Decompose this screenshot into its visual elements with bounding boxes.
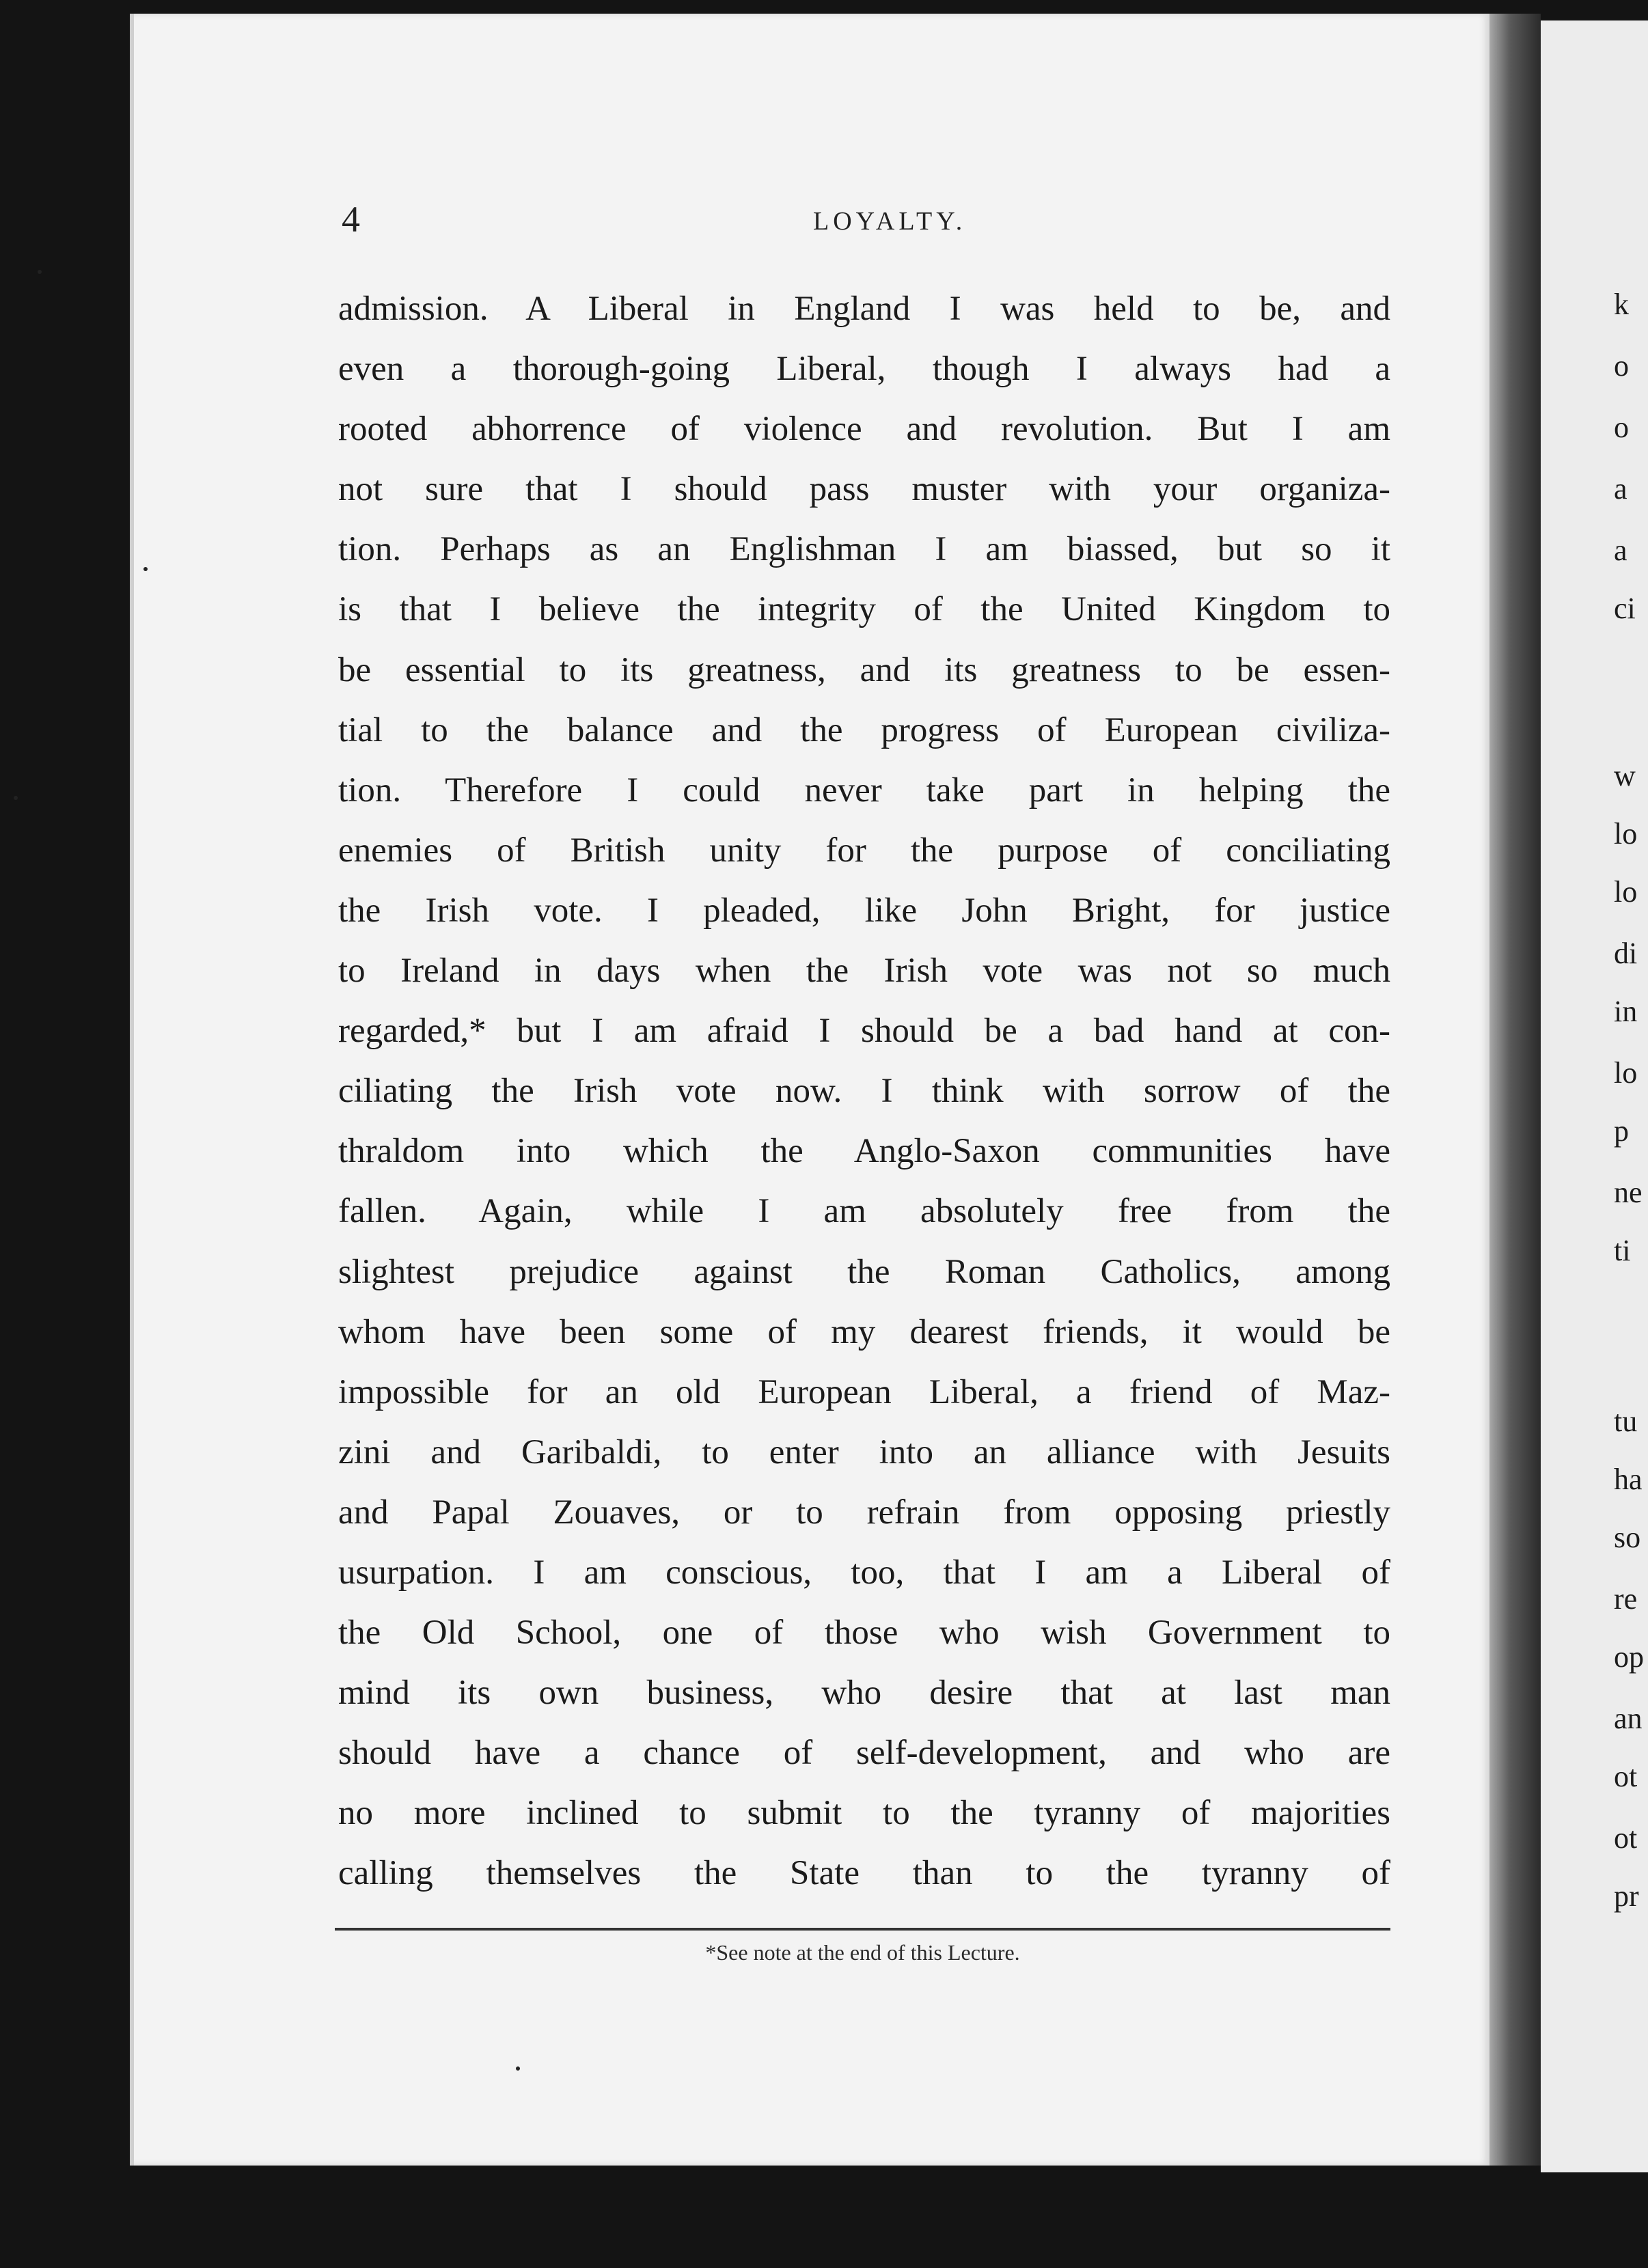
text-line: mind its own business, who desire that at last man bbox=[338, 1674, 1390, 1713]
text-line: enemies of British unity for the purpose of conciliating bbox=[338, 831, 1390, 870]
text-line: tial to the balance and the progress of European civiliza- bbox=[338, 710, 1390, 749]
facing-page-fragment: ha bbox=[1614, 1463, 1643, 1496]
body-text bbox=[338, 279, 1390, 1904]
book-gutter bbox=[1489, 14, 1541, 2166]
text-line: whom have been some of my dearest friends, it would be bbox=[338, 1312, 1390, 1351]
text-line: thraldom into which the Anglo-Saxon communities have bbox=[338, 1132, 1390, 1171]
facing-page-fragment: a bbox=[1614, 472, 1628, 506]
text-line: the Irish vote. I pleaded, like John Bright, for justice bbox=[338, 891, 1390, 930]
facing-page-fragment: pr bbox=[1614, 1879, 1639, 1913]
text-line: should have a chance of self-development, and who are bbox=[338, 1734, 1390, 1773]
text-line: zini and Garibaldi, to enter into an alliance with Jesuits bbox=[338, 1433, 1390, 1471]
text-line: usurpation. I am conscious, too, that I am a Liberal of bbox=[338, 1553, 1390, 1592]
text-line: regarded,* but I am afraid I should be a bad hand at con- bbox=[338, 1012, 1390, 1051]
facing-page-fragment: w bbox=[1614, 759, 1636, 792]
facing-page-fragment: lo bbox=[1614, 1056, 1638, 1090]
text-line: ciliating the Irish vote now. I think with sorrow of the bbox=[338, 1072, 1390, 1111]
facing-page-fragment: an bbox=[1614, 1702, 1643, 1735]
page-number: 4 bbox=[342, 199, 360, 240]
text-line: not sure that I should pass muster with your organiza- bbox=[338, 470, 1390, 509]
facing-page-fragment: ne bbox=[1614, 1176, 1643, 1209]
facing-page-fragment: op bbox=[1614, 1640, 1644, 1674]
facing-page-fragment: in bbox=[1614, 995, 1638, 1028]
facing-page-fragment: ti bbox=[1614, 1234, 1631, 1267]
facing-page-fragment: k bbox=[1614, 288, 1629, 321]
text-line: even a thorough-going Liberal, though I always had a bbox=[338, 350, 1390, 389]
text-line: fallen. Again, while I am absolutely free from the bbox=[338, 1192, 1390, 1231]
speck bbox=[38, 270, 42, 274]
facing-page-fragment: p bbox=[1614, 1114, 1629, 1148]
facing-page-fragment: di bbox=[1614, 937, 1638, 970]
text-line: be essential to its greatness, and its greatness to be essen- bbox=[338, 650, 1390, 689]
facing-page-fragment: ot bbox=[1614, 1760, 1638, 1793]
facing-page-fragment: ot bbox=[1614, 1821, 1638, 1855]
facing-page-fragment: lo bbox=[1614, 817, 1638, 850]
speck bbox=[516, 2066, 520, 2071]
text-line: impossible for an old European Liberal, a friend of Maz- bbox=[338, 1372, 1390, 1411]
facing-page-fragment: o bbox=[1614, 349, 1629, 383]
text-line: to Ireland in days when the Irish vote was not so much bbox=[338, 952, 1390, 991]
facing-page-fragment: a bbox=[1614, 534, 1628, 567]
speck bbox=[143, 567, 148, 571]
footnote-rule bbox=[335, 1928, 1390, 1931]
text-line: tion. Therefore I could never take part in helping the bbox=[338, 771, 1390, 810]
text-line: no more inclined to submit to the tyranny of majorities bbox=[338, 1794, 1390, 1833]
text-line: is that I believe the integrity of the United Kingdom to bbox=[338, 590, 1390, 629]
facing-page-fragment: re bbox=[1614, 1582, 1638, 1616]
text-line: and Papal Zouaves, or to refrain from opposing priestly bbox=[338, 1493, 1390, 1532]
text-line: rooted abhorrence of violence and revolution. But I am bbox=[338, 410, 1390, 449]
facing-page-fragment: o bbox=[1614, 411, 1629, 444]
speck bbox=[14, 796, 18, 800]
facing-page-fragment: lo bbox=[1614, 875, 1638, 909]
text-line: the Old School, one of those who wish Government to bbox=[338, 1614, 1390, 1652]
text-line: slightest prejudice against the Roman Catholics, among bbox=[338, 1252, 1390, 1291]
text-line: calling themselves the State than to the tyranny of bbox=[338, 1854, 1390, 1893]
facing-page-fragment: so bbox=[1614, 1521, 1641, 1554]
facing-page-fragment: tu bbox=[1614, 1405, 1638, 1438]
text-line: admission. A Liberal in England I was held to be, and bbox=[338, 290, 1390, 328]
running-title: LOYALTY. bbox=[813, 207, 967, 236]
running-head bbox=[342, 198, 1387, 239]
text-line: tion. Perhaps as an Englishman I am biassed, but so it bbox=[338, 530, 1390, 569]
facing-page-fragment: ci bbox=[1614, 592, 1636, 625]
footnote: *See note at the end of this Lecture. bbox=[705, 1940, 1020, 1965]
